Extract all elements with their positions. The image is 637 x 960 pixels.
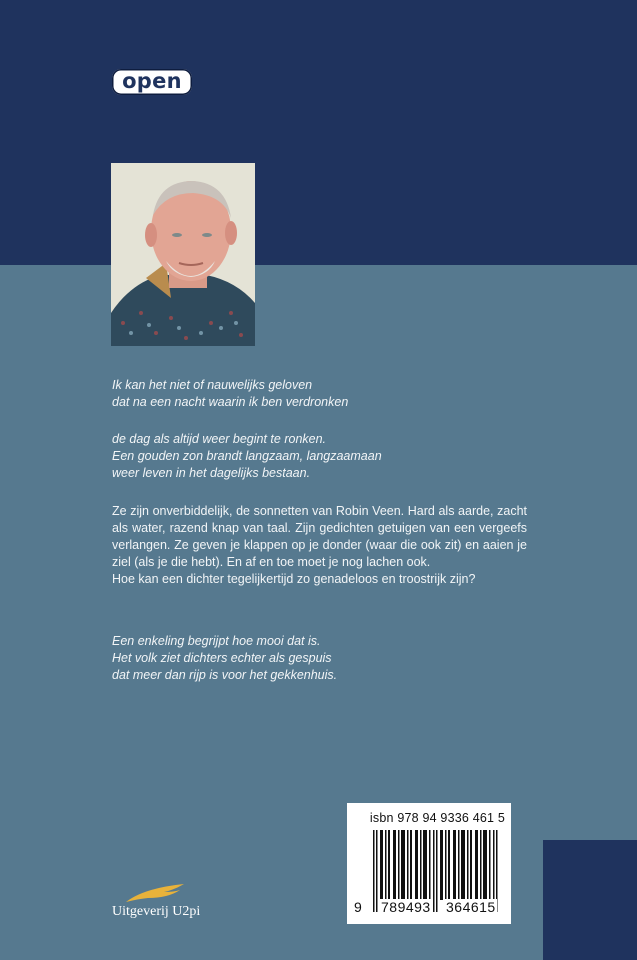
poem-opening-stanza-2: [112, 431, 382, 482]
author-photo: [111, 163, 255, 346]
isbn-digit-first: 9: [354, 899, 362, 915]
open-logo: open: [112, 69, 192, 95]
isbn-barcode: [347, 803, 511, 924]
blurb-question: Hoe kan een dichter tegelijkertijd zo genadeloos en troostrijk zijn?: [112, 572, 476, 586]
blurb: [112, 503, 527, 588]
isbn-digits-left: 789493: [381, 899, 431, 915]
poem-line: Ik kan het niet of nauwelijks geloven: [112, 378, 313, 392]
corner-color-block: [543, 840, 637, 960]
isbn-digits-right: 364615: [446, 899, 496, 915]
poem-line: dat meer dan rijp is voor het gekkenhuis.: [112, 668, 338, 682]
feather-icon: [124, 880, 194, 904]
poem-line: Een enkeling begrijpt hoe mooi dat is.: [112, 634, 321, 648]
blurb-body: Ze zijn onverbiddelijk, de sonnetten van Robin Veen. Hard als aarde, zacht als water, razend knap van taal. Zijn gedichten getuigen van een vergeefs verlangen. Ze geven je klappen op je donder (waar die ook zit) en aaien je ziel (als je die hebt). En af en toe moet je nog lachen ook.: [112, 504, 527, 569]
publisher-name: Uitgeverij U2pi: [112, 904, 201, 919]
poem-line: weer leven in het dagelijks bestaan.: [112, 466, 311, 480]
poem-line: Een gouden zon brandt langzaam, langzaamaan: [112, 449, 382, 463]
poem-opening-stanza-1: [112, 377, 348, 411]
poem-line: Het volk ziet dichters echter als gespuis: [112, 651, 332, 665]
poem-line: de dag als altijd weer begint te ronken.: [112, 432, 327, 446]
isbn-label: isbn 978 94 9336 461 5: [369, 811, 505, 825]
poem-closing: [112, 633, 337, 684]
poem-line: dat na een nacht waarin ik ben verdronken: [112, 395, 349, 409]
top-color-band: [0, 0, 637, 265]
